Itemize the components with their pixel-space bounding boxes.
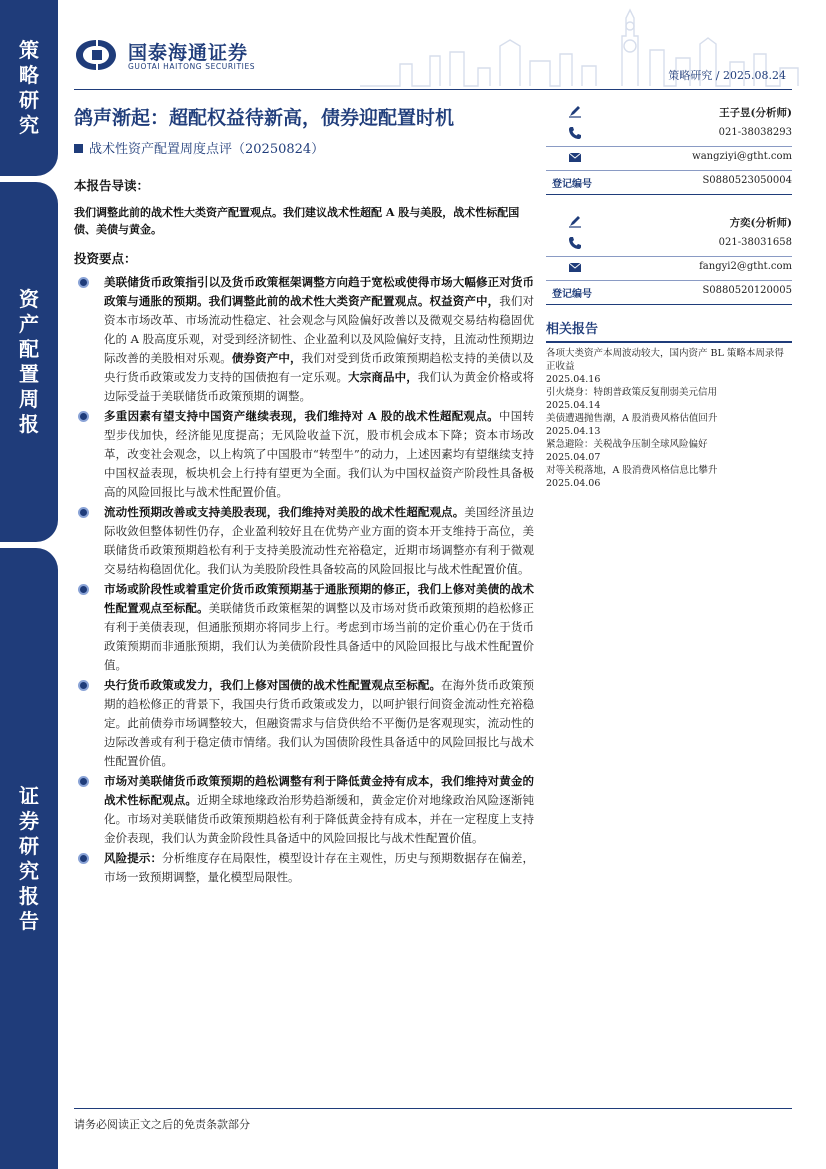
- related-reports-title: 相关报告: [546, 318, 792, 343]
- analyst-card: [546, 210, 792, 320]
- sidebar-char: 产: [19, 312, 39, 336]
- point-lead: 流动性预期改善或支持美股表现，我们维持对美股的战术性超配观点。: [104, 505, 465, 519]
- point-lead: 市场或阶段性或着重定价货币政策预期基于通胀预期的修正，我们上修对美债的战术性配置观点至标配。: [104, 582, 534, 615]
- sidebar-char: 置: [19, 362, 39, 386]
- sidebar-block-weekly: [0, 182, 58, 542]
- report-guide: [74, 176, 534, 238]
- related-report-item[interactable]: [546, 438, 792, 464]
- analyst-email-row: [546, 148, 792, 170]
- sidebar-char: 策: [19, 38, 39, 62]
- sidebar-char: 研: [19, 88, 39, 112]
- footer-disclaimer: 请务必阅读正文之后的免责条款部分: [74, 1118, 250, 1131]
- pen-icon: [568, 104, 582, 118]
- sidebar-char: 究: [19, 113, 39, 137]
- header-divider: [74, 89, 792, 90]
- analyst-email[interactable]: fangyi2@gtht.com: [699, 261, 792, 272]
- analyst-panel: [546, 100, 792, 320]
- related-report-text: 对等关税落地，A 股消费风格信息比攀升: [546, 465, 718, 476]
- investment-point: [74, 676, 534, 771]
- investment-point: [74, 503, 534, 579]
- analyst-divider: [546, 256, 792, 257]
- point-lead: 大宗商品中，: [348, 370, 418, 384]
- report-date: 2025.08.24: [723, 69, 786, 82]
- related-reports-list: [546, 347, 792, 490]
- point-body: 美国经济虽边际收敛但整体韧性仍存，企业盈利较好且在优势产业方面的资本开支维持于高位，美联储货币政策预期趋松有利于支持美股流动性充裕稳定，近期市场调整亦有利于微观交易结构稳固优化。我们认为美股阶段性具备较高的风险回报比与战术性配置价值。: [104, 505, 534, 576]
- point-lead: 多重因素有望支持中国资产继续表现，我们维持对 A 股的战术性超配观点。: [104, 409, 499, 423]
- related-report-text: 紧急避险：关税战争压制全球风险偏好: [546, 439, 708, 450]
- circle-bullet-icon: [78, 507, 89, 518]
- point-body: 我们认为黄金价格或将边际受益于美联储货币政策预期的调整。: [104, 370, 534, 403]
- analyst-phone: 021-38031658: [718, 237, 792, 248]
- related-report-date: 2025.04.13: [546, 426, 601, 437]
- reg-label: 登记编号: [552, 179, 592, 190]
- related-report-date: 2025.04.16: [546, 374, 601, 385]
- investment-point: [74, 580, 534, 675]
- related-report-date: 2025.04.07: [546, 452, 601, 463]
- header-meta: [668, 67, 786, 83]
- related-report-text: 各项大类资产本周波动较大，国内资产 BL 策略本周录得正收益: [546, 348, 784, 372]
- point-lead: 美联储货币政策指引以及货币政策框架调整方向趋于宽松或使得市场大幅修正对货币政策与通胀的预期。我们调整此前的战术性大类资产配置观点。权益资产中，: [104, 275, 534, 308]
- investment-point: [74, 407, 534, 502]
- circle-bullet-icon: [78, 680, 89, 691]
- circle-bullet-icon: [78, 776, 89, 787]
- analyst-divider: [546, 170, 792, 171]
- analyst-name: 王子昱(分析师): [719, 107, 792, 119]
- risk-warning: [74, 849, 534, 887]
- square-bullet-icon: [74, 144, 83, 153]
- analyst-email-row: [546, 258, 792, 280]
- sidebar-char: 究: [19, 858, 39, 883]
- reg-number: S0880520120005: [702, 285, 792, 296]
- sidebar-char: 略: [19, 63, 39, 87]
- related-report-text: 引火烧身：特朗普政策反复削弱美元信用: [546, 387, 718, 398]
- related-report-item[interactable]: [546, 386, 792, 412]
- circle-bullet-icon: [78, 411, 89, 422]
- point-body: 分析维度存在局限性，模型设计存在主观性，历史与预期数据存在偏差，市场一致预期调整，量化模型局限性。: [104, 851, 534, 884]
- investment-points-heading: 投资要点：: [74, 251, 137, 266]
- company-logo: [74, 36, 294, 76]
- analyst-phone-row: [546, 124, 792, 146]
- analyst-name: 方奕(分析师): [729, 217, 792, 229]
- circle-bullet-icon: [78, 584, 89, 595]
- analyst-phone: 021-38038293: [718, 127, 792, 138]
- circle-bullet-icon: [78, 853, 89, 864]
- related-report-date: 2025.04.14: [546, 400, 601, 411]
- point-body: 美联储货币政策框架的调整以及市场对货币政策预期的趋松修正有利于美债表现，但通胀预期亦将同步上行。考虑到市场当前的定价重心仍在于货币政策预期而非通胀预期，我们认为美债阶段性具备适中的风险回报比与战术性配置价值。: [104, 601, 534, 672]
- left-sidebar: [0, 0, 58, 1169]
- sidebar-char: 周: [19, 387, 39, 411]
- logo-text-cn: 国泰海通证券: [128, 42, 249, 64]
- analyst-card: [546, 100, 792, 210]
- analyst-reg-row: [546, 282, 792, 304]
- report-category: 策略研究: [668, 69, 713, 82]
- investment-point: [74, 273, 534, 406]
- reg-number: S0880523050004: [702, 175, 792, 186]
- sidebar-char: 告: [19, 908, 39, 933]
- analyst-phone-row: [546, 234, 792, 256]
- logo-text-en: GUOTAI HAITONG SECURITIES: [128, 62, 256, 71]
- investment-points: [74, 273, 534, 888]
- email-icon: [568, 150, 582, 164]
- subtitle-text: 战术性资产配置周度点评（20250824）: [89, 142, 325, 157]
- guide-text: 我们调整此前的战术性大类资产配置观点。我们建议战术性超配 A 股与美股，战术性标配国债、美债与黄金。: [74, 206, 520, 236]
- sidebar-block-report: [0, 548, 58, 1169]
- sidebar-char: 研: [19, 833, 39, 858]
- circle-bullet-icon: [78, 277, 89, 288]
- related-report-text: 美债遭遇抛售潮，A 股消费风格估值回升: [546, 413, 718, 424]
- header-separator: /: [715, 69, 720, 82]
- point-body: 我们对受到货币政策预期趋松支持的美债以及央行货币政策或发力支持的国债抱有一定乐观。: [104, 351, 534, 384]
- analyst-email[interactable]: wangziyi@gtht.com: [692, 151, 792, 162]
- sidebar-char: 券: [19, 808, 39, 833]
- guide-heading: 本报告导读：: [74, 178, 150, 193]
- related-reports: [546, 318, 792, 490]
- analyst-divider: [546, 280, 792, 281]
- sidebar-char: 报: [19, 883, 39, 908]
- analyst-name-row: [546, 212, 792, 234]
- phone-icon: [568, 126, 582, 140]
- logo-mark-icon: [74, 38, 118, 72]
- reg-label: 登记编号: [552, 289, 592, 300]
- point-lead: 债券资产中，: [231, 351, 302, 365]
- point-body: 近期全球地缘政治形势趋渐缓和，黄金定价对地缘政治风险逐渐钝化。市场对美联储货币政策预期趋松有利于降低黄金持有成本，并在一定程度上支持金价表现，我们认为黄金阶段性具备适中的风险回报比与战术性配置价值。: [104, 793, 534, 845]
- point-lead: 央行货币政策或发力，我们上修对国债的战术性配置观点至标配。: [104, 678, 442, 692]
- sidebar-char: 资: [19, 287, 39, 311]
- point-body: 中国转型步伐加快，经济能见度提高；无风险收益下沉，股市机会成本下降；资本市场改革，改变社会观念，以上构筑了中国股市“转型牛”的动力，上述因素均有望继续支持中国权益表现，板块机会上行持有望更为全面。我们认为中国权益资产阶段性具备极高的风险回报比与战术性配置价值。: [104, 409, 534, 499]
- sidebar-char: 报: [19, 412, 39, 436]
- point-lead: 市场对美联储货币政策预期的趋松调整有利于降低黄金持有成本，我们维持对黄金的战术性标配观点。: [104, 774, 534, 807]
- phone-icon: [568, 236, 582, 250]
- analyst-divider: [546, 304, 792, 305]
- point-body: 在海外货币政策预期的趋松修正的背景下，我国央行货币政策或发力，以呵护银行间资金流动性充裕稳定。此前债券市场调整较大，但融资需求与信贷供给不平衡仍是客观现实，流动性的边际改善或有利于稳定债市情绪。我们认为国债阶段性具备适中的风险回报比与战术性配置价值。: [104, 678, 534, 768]
- related-report-item[interactable]: [546, 347, 792, 386]
- related-report-item[interactable]: [546, 464, 792, 490]
- analyst-reg-row: [546, 172, 792, 194]
- investment-point: [74, 772, 534, 848]
- analyst-divider: [546, 146, 792, 147]
- related-report-date: 2025.04.06: [546, 478, 601, 489]
- email-icon: [568, 260, 582, 274]
- analyst-name-row: [546, 102, 792, 124]
- report-subtitle: [74, 138, 324, 157]
- related-report-item[interactable]: [546, 412, 792, 438]
- pen-icon: [568, 214, 582, 228]
- analyst-divider: [546, 194, 792, 195]
- sidebar-char: 配: [19, 337, 39, 361]
- sidebar-block-strategy: [0, 0, 58, 176]
- point-lead: 风险提示：: [104, 851, 163, 865]
- footer-divider: [74, 1108, 792, 1109]
- report-title: 鸽声渐起：超配权益待新高，债券迎配置时机: [74, 107, 455, 129]
- sidebar-char: 证: [19, 783, 39, 808]
- point-body: 我们对资本市场改革、市场流动性稳定、社会观念与风险偏好改善以及微观交易结构稳固优化的 A 股高度乐观，对受到经济韧性、企业盈利以及风险偏好支持，且流动性预期边际改善的美股相对乐观。: [104, 294, 534, 365]
